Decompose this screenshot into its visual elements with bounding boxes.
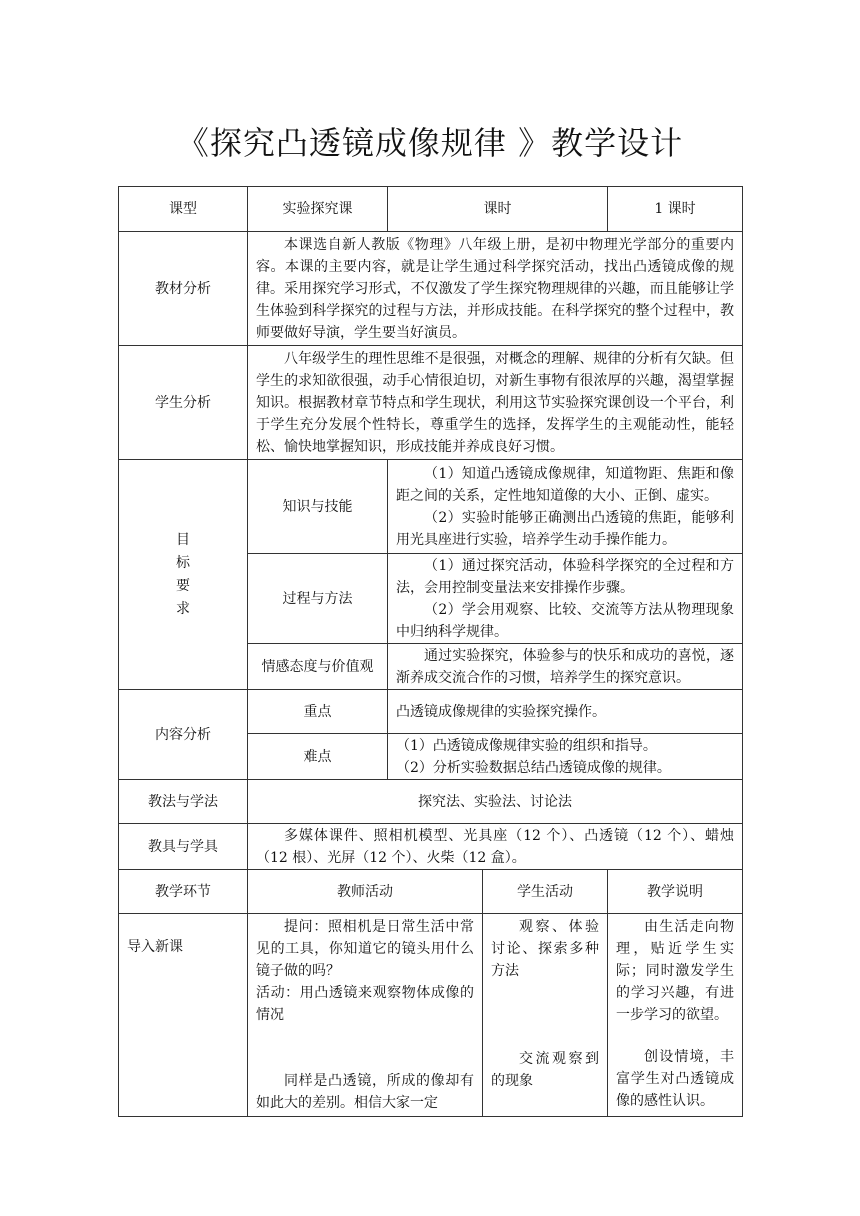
knowledge-skills-item-1: （1）知道凸透镜成像规律，知道物距、焦距和像距之间的关系，定性地知道像的大小、正倒、虚实。 <box>396 465 734 504</box>
knowledge-skills-text <box>388 460 743 554</box>
methods-text: 探究法、实验法、讨论法 <box>248 780 743 824</box>
difficulty-label: 难点 <box>248 734 388 780</box>
methods-row <box>119 780 743 824</box>
intro-student-item-1: 观察、体验讨论、探索多种方法 <box>491 919 599 979</box>
lesson-plan-table <box>118 186 743 1117</box>
intro-note-1: 由生活走向物理，贴近学生实际；同时激发学生的学习兴趣，有进一步学习的欲望。 <box>616 919 734 1023</box>
textbook-analysis-label: 教材分析 <box>119 232 248 346</box>
student-analysis-text: 八年级学生的理性思维不是很强，对概念的理解、规律的分析有欠缺。但学生的求知欲很强，动手心情很迫切，对新生事物有很浓厚的兴趣，渴望掌握知识。根据教材章节特点和学生现状，利用这节实验探究课创设一个平台，利于学生充分发展个性特长，尊重学生的选择，发挥学生的主观能动性，能轻松、愉快地掌握知识，形成技能并养成良好习惯。 <box>248 346 743 460</box>
intro-note-2: 创设情境，丰富学生对凸透镜成像的感性认识。 <box>616 1049 734 1109</box>
period-value: 1 课时 <box>608 187 743 232</box>
emotion-values-text: 通过实验探究，体验参与的快乐和成功的喜悦，逐渐养成交流合作的习惯，培养学生的探究意识。 <box>388 644 743 690</box>
intro-teacher-question: 提问：照相机是日常生活中常见的工具，你知道它的镜头用什么镜子做的吗？ <box>256 919 474 979</box>
process-header-row <box>119 870 743 914</box>
goals-label-char: 要 <box>176 577 190 594</box>
student-activity-header: 学生活动 <box>483 870 608 914</box>
knowledge-skills-item-2: （2）实验时能够正确测出凸透镜的焦距，能够利用光具座进行实验，培养学生动手操作能力。 <box>396 509 734 548</box>
teaching-note-header: 教学说明 <box>608 870 743 914</box>
goals-label-char: 求 <box>176 600 190 617</box>
course-type-value: 实验探究课 <box>248 187 388 232</box>
student-analysis-label: 学生分析 <box>119 346 248 460</box>
intro-teacher-action: 活动：用凸透镜来观察物体成像的情况 <box>256 985 474 1023</box>
intro-teaching-note <box>608 914 743 1117</box>
tools-label: 教具与学具 <box>119 824 248 870</box>
textbook-analysis-text: 本课选自新人教版《物理》八年级上册，是初中物理光学部分的重要内容。本课的主要内容，就是让学生通过科学探究活动，找出凸透镜成像的规律。采用探究学习形式，不仅激发了学生探究物理规律的兴趣，而且能够让学生体验到科学探究的过程与方法，并形成技能。在科学探究的整个过程中，教师要做好导演，学生要当好演员。 <box>248 232 743 346</box>
intro-row <box>119 914 743 1117</box>
stage-header: 教学环节 <box>119 870 248 914</box>
emotion-values-label: 情感态度与价值观 <box>248 644 388 690</box>
intro-student-activity <box>483 914 608 1117</box>
course-type-label: 课型 <box>119 187 248 232</box>
document-title: 《探究凸透镜成像规律 》教学设计 <box>176 124 684 162</box>
difficulty-item-1: （1）凸透镜成像规律实验的组织和指导。 <box>396 737 657 754</box>
tools-row <box>119 824 743 870</box>
key-point-label: 重点 <box>248 690 388 734</box>
content-analysis-label: 内容分析 <box>119 690 248 780</box>
intro-teacher-activity <box>248 914 483 1117</box>
goal-knowledge-row <box>119 460 743 554</box>
key-point-text: 凸透镜成像规律的实验探究操作。 <box>388 690 743 734</box>
tools-text: 多媒体课件、照相机模型、光具座（12 个）、凸透镜（12 个）、蜡烛（12 根）、光屏（12 个）、火柴（12 盒）。 <box>248 824 743 870</box>
textbook-analysis-row <box>119 232 743 346</box>
process-methods-item-1: （1）通过探究活动，体验科学探究的全过程和方法，会用控制变量法来安排操作步骤。 <box>396 557 734 596</box>
intro-student-item-2: 交流观察到的现象 <box>491 1051 599 1089</box>
goals-label-char: 目 <box>176 531 190 548</box>
process-methods-item-2: （2）学会用观察、比较、交流等方法从物理现象中归纳科学规律。 <box>396 601 734 640</box>
teacher-activity-header: 教师活动 <box>248 870 483 914</box>
student-analysis-row <box>119 346 743 460</box>
intro-stage: 导入新课 <box>119 914 248 1117</box>
methods-label: 教法与学法 <box>119 780 248 824</box>
goals-label <box>119 460 248 690</box>
key-point-row <box>119 690 743 734</box>
process-methods-label: 过程与方法 <box>248 554 388 644</box>
goals-label-char: 标 <box>176 554 190 571</box>
header-row <box>119 187 743 232</box>
period-label: 课时 <box>388 187 608 232</box>
process-methods-text <box>388 554 743 644</box>
difficulty-text <box>388 734 743 780</box>
knowledge-skills-label: 知识与技能 <box>248 460 388 554</box>
intro-teacher-more: 同样是凸透镜，所成的像却有如此大的差别。相信大家一定 <box>256 1073 474 1111</box>
difficulty-item-2: （2）分析实验数据总结凸透镜成像的规律。 <box>396 759 671 776</box>
